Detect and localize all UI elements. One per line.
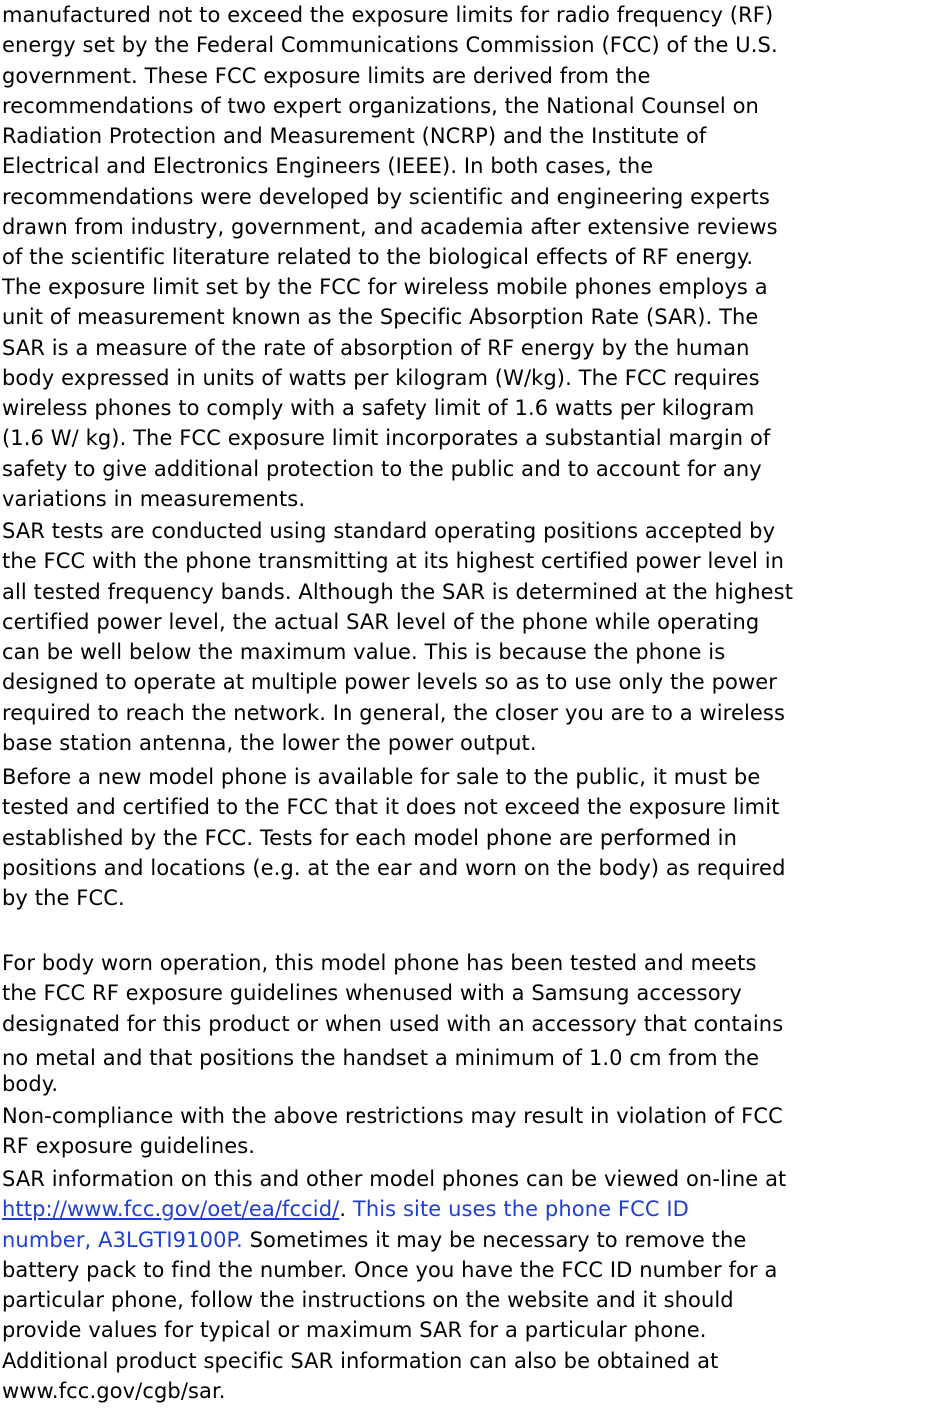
text-line: (1.6 W/ kg). The FCC exposure limit incorporates a substantial margin of xyxy=(2,426,771,451)
text-line: Radiation Protection and Measurement (NCRP) and the Institute of xyxy=(2,124,707,149)
text-line: manufactured not to exceed the exposure limits for radio frequency (RF) xyxy=(2,3,774,27)
text-line: base station antenna, the lower the power output. xyxy=(2,731,537,756)
text-line: Non-compliance with the above restrictions may result in violation of FCC xyxy=(2,1104,783,1128)
paragraph-body-worn xyxy=(2,948,936,1099)
text-line: www.fcc.gov/cgb/sar. xyxy=(2,1379,226,1404)
text-line: variations in measurements. xyxy=(2,487,306,512)
text-line: safety to give additional protection to the public and to account for any xyxy=(2,456,762,481)
text-line: wireless phones to comply with a safety limit of 1.6 watts per kilogram xyxy=(2,396,755,421)
text-line-with-link xyxy=(2,1194,936,1224)
text-line: government. These FCC exposure limits are derived from the xyxy=(2,63,651,88)
text-line: designed to operate at multiple power levels so as to use only the power xyxy=(2,670,778,695)
text-line: Before a new model phone is available for sale to the public, it must be xyxy=(2,765,761,789)
paragraph-non-compliance xyxy=(2,1101,936,1162)
text-line: The exposure limit set by the FCC for wireless mobile phones employs a xyxy=(2,275,768,299)
text-line: can be well below the maximum value. This is because the phone is xyxy=(2,640,726,665)
text-line: recommendations were developed by scientific and engineering experts xyxy=(2,184,770,209)
text-line: established by the FCC. Tests for each model phone are performed in xyxy=(2,825,738,850)
text-line: body expressed in units of watts per kilogram (W/kg). The FCC requires xyxy=(2,365,760,390)
text-line: required to reach the network. In general, the closer you are to a wireless xyxy=(2,700,786,725)
text-line-rest: Sometimes it may be necessary to remove the xyxy=(242,1227,747,1252)
text-line: positions and locations (e.g. at the ear and worn on the body) as required xyxy=(2,855,786,880)
paragraph-sar-info xyxy=(2,1164,936,1406)
text-line: no metal and that positions the handset a minimum of 1.0 cm from the xyxy=(2,1045,760,1070)
text-line: Additional product specific SAR information can also be obtained at xyxy=(2,1348,719,1373)
text-line: the FCC with the phone transmitting at its highest certified power level in xyxy=(2,549,785,574)
text-line xyxy=(2,1225,936,1255)
text-line: designated for this product or when used with an accessory that contains xyxy=(2,1011,784,1036)
text-line: all tested frequency bands. Although the SAR is determined at the highest xyxy=(2,579,794,604)
text-line: SAR tests are conducted using standard operating positions accepted by xyxy=(2,519,776,543)
text-line: energy set by the Federal Communications Commission (FCC) of the U.S. xyxy=(2,33,778,58)
text-line: For body worn operation, this model phone has been tested and meets xyxy=(2,951,757,975)
text-line: by the FCC. xyxy=(2,886,125,911)
fcc-id-number: number, A3LGTI9100P. xyxy=(2,1227,243,1252)
link-trailing-text: . xyxy=(339,1197,353,1222)
text-line: particular phone, follow the instructions on the website and it should xyxy=(2,1288,734,1313)
text-line: recommendations of two expert organizations, the National Counsel on xyxy=(2,93,759,118)
text-line: SAR is a measure of the rate of absorption of RF energy by the human xyxy=(2,335,750,360)
text-line: SAR information on this and other model phones can be viewed on-line at xyxy=(2,1167,787,1191)
text-line: Electrical and Electronics Engineers (IEEE). In both cases, the xyxy=(2,154,654,179)
text-line: provide values for typical or maximum SAR for a particular phone. xyxy=(2,1318,707,1343)
text-line: drawn from industry, government, and academia after extensive reviews xyxy=(2,215,778,240)
text-line: of the scientific literature related to the biological effects of RF energy. xyxy=(2,245,754,270)
paragraph-sar-definition xyxy=(2,272,936,514)
text-line: RF exposure guidelines. xyxy=(2,1134,256,1159)
paragraph-certification xyxy=(2,762,936,913)
fcc-id-link[interactable]: http://www.fcc.gov/oet/ea/fccid/ xyxy=(2,1197,340,1222)
fcc-id-note: This site uses the phone FCC ID xyxy=(352,1197,689,1222)
paragraph-sar-tests xyxy=(2,516,936,758)
text-line: certified power level, the actual SAR level of the phone while operating xyxy=(2,609,760,634)
text-line: battery pack to find the number. Once you have the FCC ID number for a xyxy=(2,1257,778,1282)
text-line: unit of measurement known as the Specific Absorption Rate (SAR). The xyxy=(2,305,759,330)
paragraph-rf-exposure-origin xyxy=(2,0,936,273)
text-line: body. xyxy=(2,1072,59,1097)
text-line: tested and certified to the FCC that it does not exceed the exposure limit xyxy=(2,795,780,820)
text-line: the FCC RF exposure guidelines whenused with a Samsung accessory xyxy=(2,981,742,1006)
